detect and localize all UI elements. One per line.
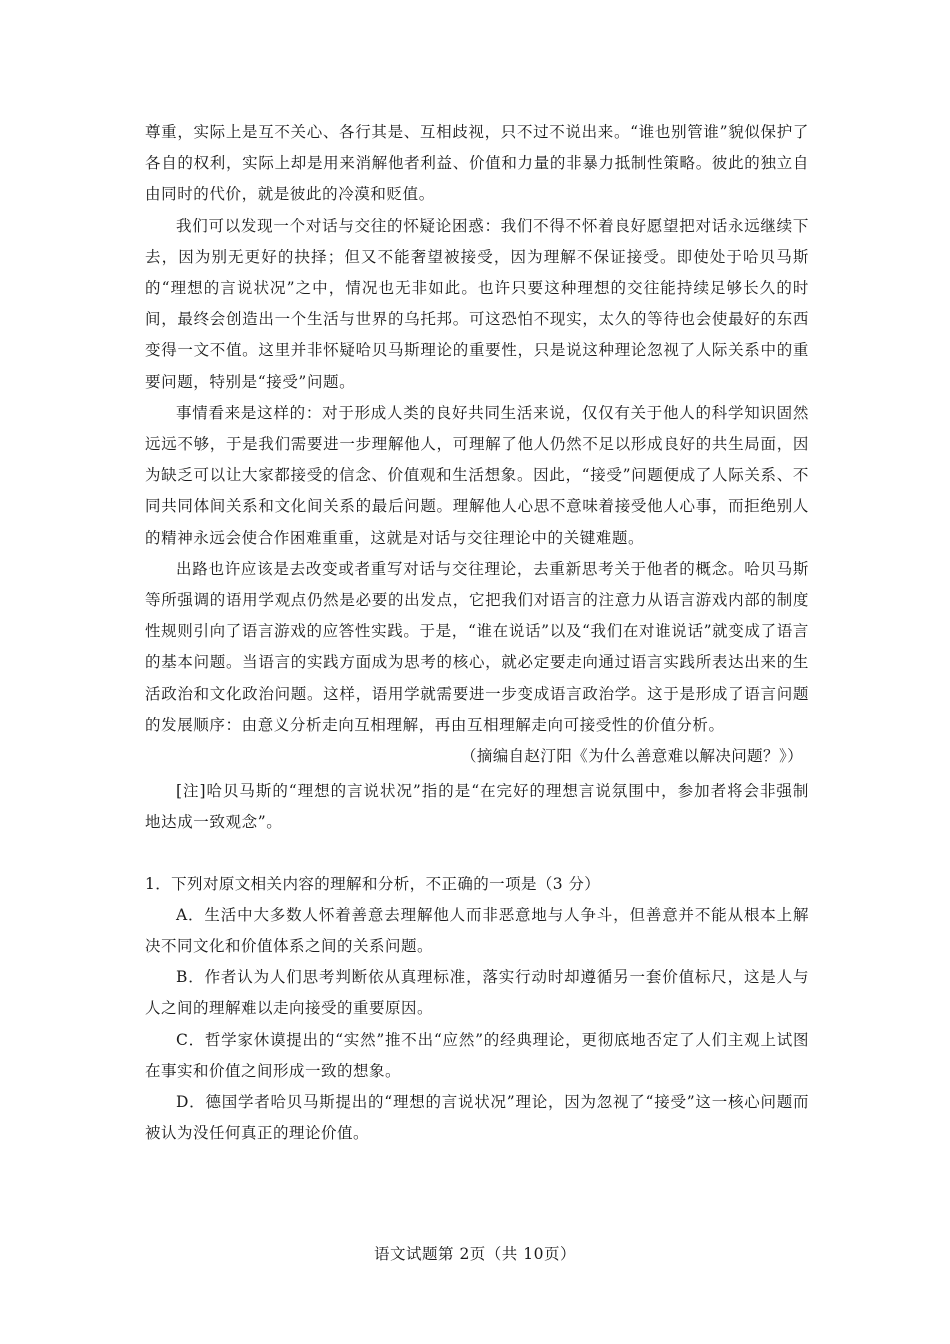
passage-paragraph-continued: 尊重，实际上是互不关心、各行其是、互相歧视，只不过不说出来。“谁也别管谁”貌似保护了各自的权利，实际上却是用来消解他者利益、价值和力量的非暴力抵制性策略。彼此的独立自由同时的代价，就是彼此的冷漠和贬值。 bbox=[145, 123, 809, 204]
question-stem: 1．下列对原文相关内容的理解和分析，不正确的一项是（3 分） bbox=[145, 874, 601, 893]
passage-paragraph: 我们可以发现一个对话与交往的怀疑论困惑：我们不得不怀着良好愿望把对话永远继续下去，因为别无更好的抉择；但又不能奢望被接受，因为理解不保证接受。即使处于哈贝马斯的“理想的言说状况”之中，情况也无非如此。也许只要这种理想的交往能持续足够长久的时间，最终会创造出一个生活与世界的乌托邦。可这恐怕不现实，太久的等待也会使最好的东西变得一文不值。这里并非怀疑哈贝马斯理论的重要性，只是说这种理论忽视了人际关系中的重要问题，特别是“接受”问题。 bbox=[145, 216, 809, 391]
option-d: D．德国学者哈贝马斯提出的“理想的言说状况”理论，因为忽视了“接受”这一核心问题而被认为没任何真正的理论价值。 bbox=[145, 1093, 809, 1143]
passage-paragraph: 出路也许应该是去改变或者重写对话与交往理论，去重新思考关于他者的概念。哈贝马斯等所强调的语用学观点仍然是必要的出发点，它把我们对语言的注意力从语言游戏内部的制度性规则引向了语言游戏的应答性实践。于是，“谁在说话”以及“我们在对谁说话”就变成了语言的基本问题。当语言的实践方面成为思考的核心，就必定要走向通过语言实践所表达出来的生活政治和文化政治问题。这样，语用学就需要进一步变成语言政治学。这于是形成了语言问题的发展顺序：由意义分析走向互相理解，再由互相理解走向可接受性的价值分析。 bbox=[145, 559, 809, 734]
option-a: A．生活中大多数人怀着善意去理解他人而非恶意地与人争斗，但善意并不能从根本上解决不同文化和价值体系之间的关系问题。 bbox=[145, 905, 809, 956]
passage-footnote: [注]哈贝马斯的“理想的言说状况”指的是“在完好的理想言说氛围中，参加者将会非强制地达成一致观念”。 bbox=[145, 782, 809, 832]
passage-paragraph: 事情看来是这样的：对于形成人类的良好共同生活来说，仅仅有关于他人的科学知识固然远远不够，于是我们需要进一步理解他人，可理解了他人仍然不足以形成良好的共生局面，因为缺乏可以让大家都接受的信念、价值观和生活想象。因此，“接受”问题便成了人际关系、不同共同体间关系和文化间关系的最后问题。理解他人心思不意味着接受他人心事，而拒绝别人的精神永远会使合作困难重重，这就是对话与交往理论中的关键难题。 bbox=[145, 403, 809, 547]
option-c: C．哲学家休谟提出的“实然”推不出“应然”的经典理论，更彻底地否定了人们主观上试图在事实和价值之间形成一致的想象。 bbox=[145, 1030, 809, 1080]
passage-source: （摘编自赵汀阳《为什么善意难以解决问题？》） bbox=[460, 747, 803, 766]
question-1 bbox=[145, 869, 809, 1150]
page-content bbox=[145, 117, 809, 1150]
page-footer: 语文试题第 2页（共 10页） bbox=[374, 1245, 576, 1263]
option-b: B．作者认为人们思考判断依从真理标准，落实行动时却遵循另一套价值标尺，这是人与人之间的理解难以走向接受的重要原因。 bbox=[145, 968, 809, 1018]
